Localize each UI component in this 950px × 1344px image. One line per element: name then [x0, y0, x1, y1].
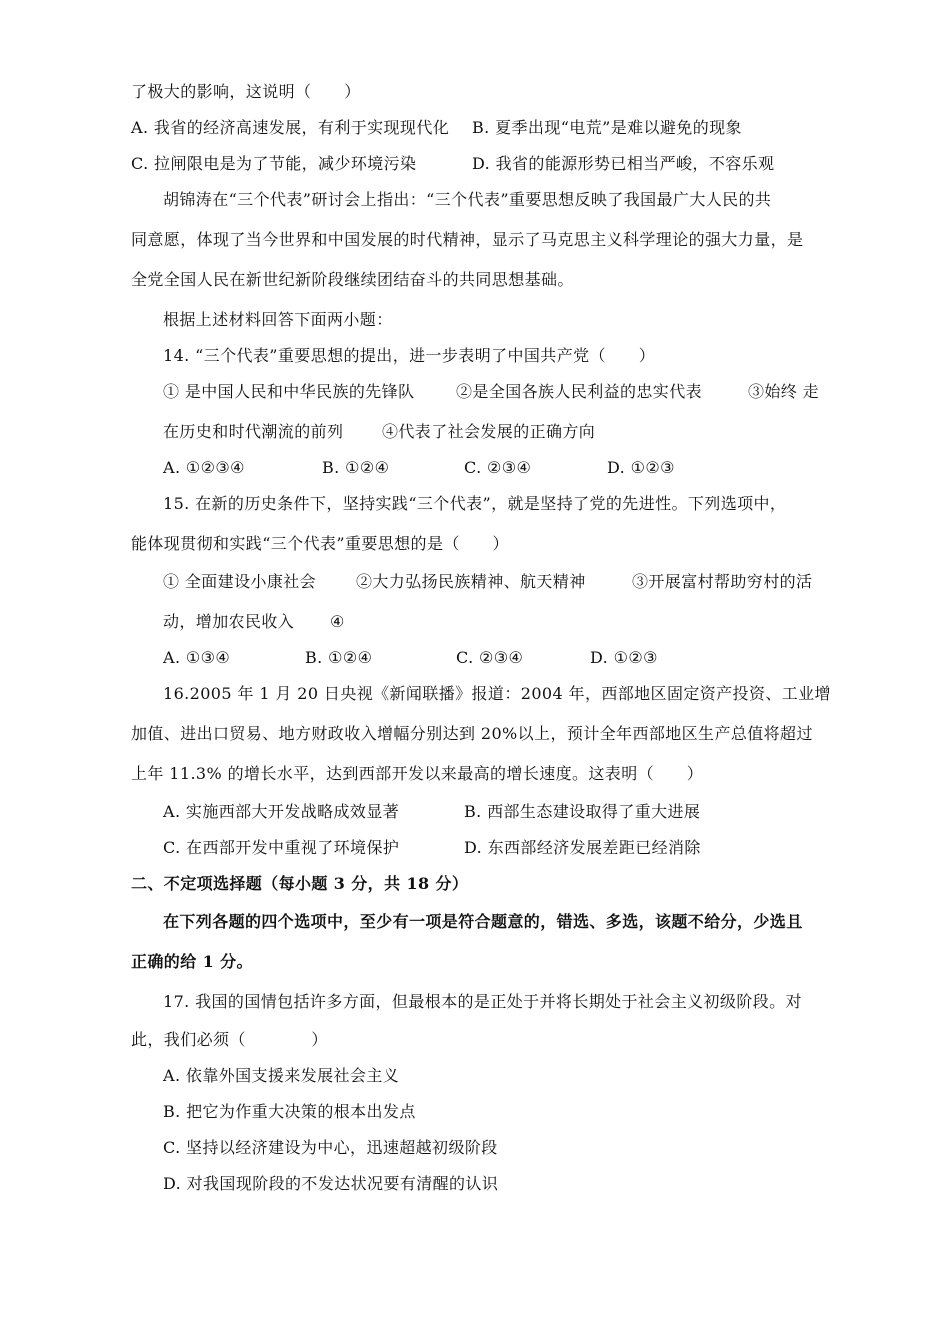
- question-15-stem-line-2: 能体现贯彻和实践“三个代表”重要思想的是（ ）: [131, 534, 509, 553]
- q15-item-2: ②大力弘扬民族精神、航天精神: [356, 572, 586, 591]
- question-16-stem-line-2: 加值、进出口贸易、地方财政收入增幅分别达到 20%以上，预计全年西部地区生产总值将超过: [131, 724, 813, 743]
- question-15-stem-line-1: 15. 在新的历史条件下，坚持实践“三个代表”，就是坚持了党的先进性。下列选项中，: [163, 494, 787, 513]
- q14-item-4: ④代表了社会发展的正确方向: [382, 422, 596, 441]
- question-14-stem: 14. “三个代表”重要思想的提出，进一步表明了中国共产党（ ）: [163, 346, 656, 365]
- q17-option-d: D. 对我国现阶段的不发达状况要有清醒的认识: [163, 1174, 499, 1193]
- q16-option-d: D. 东西部经济发展差距已经消除: [464, 838, 701, 857]
- question-13-stem-end: 了极大的影响，这说明（ ）: [131, 82, 361, 101]
- q14-option-d: D. ①②③: [607, 458, 675, 477]
- q15-item-1: ① 全面建设小康社会: [163, 572, 317, 591]
- q16-option-a: A. 实施西部大开发战略成效显著: [163, 802, 400, 821]
- q13-option-b: B. 夏季出现“电荒”是难以避免的现象: [472, 118, 742, 137]
- question-16-stem-line-3: 上年 11.3% 的增长水平，达到西部开发以来最高的增长速度。这表明（ ）: [131, 764, 704, 783]
- q14-option-b: B. ①②④: [322, 458, 390, 477]
- q16-option-c: C. 在西部开发中重视了环境保护: [163, 838, 400, 857]
- material-paragraph-line-2: 同意愿，体现了当今世界和中国发展的时代精神，显示了马克思主义科学理论的强大力量，是: [131, 230, 804, 249]
- section-2-heading: 二、不定项选择题（每小题 3 分，共 18 分）: [131, 874, 469, 893]
- q15-option-b: B. ①②④: [305, 648, 373, 667]
- section-2-instruction-line-1: 在下列各题的四个选项中，至少有一项是符合题意的，错选、多选，该题不给分，少选且: [163, 912, 803, 931]
- question-17-stem-line-2: 此，我们必须（ ）: [131, 1030, 328, 1049]
- q15-item-4: ④: [330, 612, 345, 631]
- q15-item-3-end: 动，增加农民收入: [163, 612, 295, 631]
- q17-option-b: B. 把它为作重大决策的根本出发点: [163, 1102, 416, 1121]
- section-2-instruction-line-2: 正确的给 1 分。: [131, 952, 253, 971]
- question-17-stem-line-1: 17. 我国的国情包括许多方面，但最根本的是正处于并将长期处于社会主义初级阶段。对: [163, 992, 802, 1011]
- q15-item-3-start: ③开展富村帮助穷村的活: [632, 572, 813, 591]
- material-paragraph-line-1: 胡锦涛在“三个代表”研讨会上指出：“三个代表”重要思想反映了我国最广大人民的共: [163, 190, 772, 209]
- q14-item-1: ① 是中国人民和中华民族的先锋队: [163, 382, 415, 401]
- question-16-stem-line-1: 16.2005 年 1 月 20 日央视《新闻联播》报道：2004 年，西部地区固定资产投资、工业增: [163, 684, 831, 703]
- q14-option-c: C. ②③④: [464, 458, 532, 477]
- q14-item-3-start: ③始终 走: [748, 382, 820, 401]
- q13-option-d: D. 我省的能源形势已相当严峻，不容乐观: [472, 154, 775, 173]
- q17-option-c: C. 坚持以经济建设为中心，迅速超越初级阶段: [163, 1138, 498, 1157]
- instruction-text: 根据上述材料回答下面两小题：: [163, 310, 393, 329]
- q14-item-2: ②是全国各族人民利益的忠实代表: [456, 382, 703, 401]
- q13-option-c: C. 拉闸限电是为了节能，减少环境污染: [131, 154, 417, 173]
- q13-option-a: A. 我省的经济高速发展，有利于实现现代化: [131, 118, 450, 137]
- material-paragraph-line-3: 全党全国人民在新世纪新阶段继续团结奋斗的共同思想基础。: [131, 270, 574, 289]
- q16-option-b: B. 西部生态建设取得了重大进展: [464, 802, 701, 821]
- q17-option-a: A. 依靠外国支援来发展社会主义: [163, 1066, 400, 1085]
- q14-option-a: A. ①②③④: [163, 458, 245, 477]
- q14-item-3-end: 在历史和时代潮流的前列: [163, 422, 344, 441]
- q15-option-a: A. ①③④: [163, 648, 231, 667]
- q15-option-c: C. ②③④: [456, 648, 524, 667]
- q15-option-d: D. ①②③: [590, 648, 658, 667]
